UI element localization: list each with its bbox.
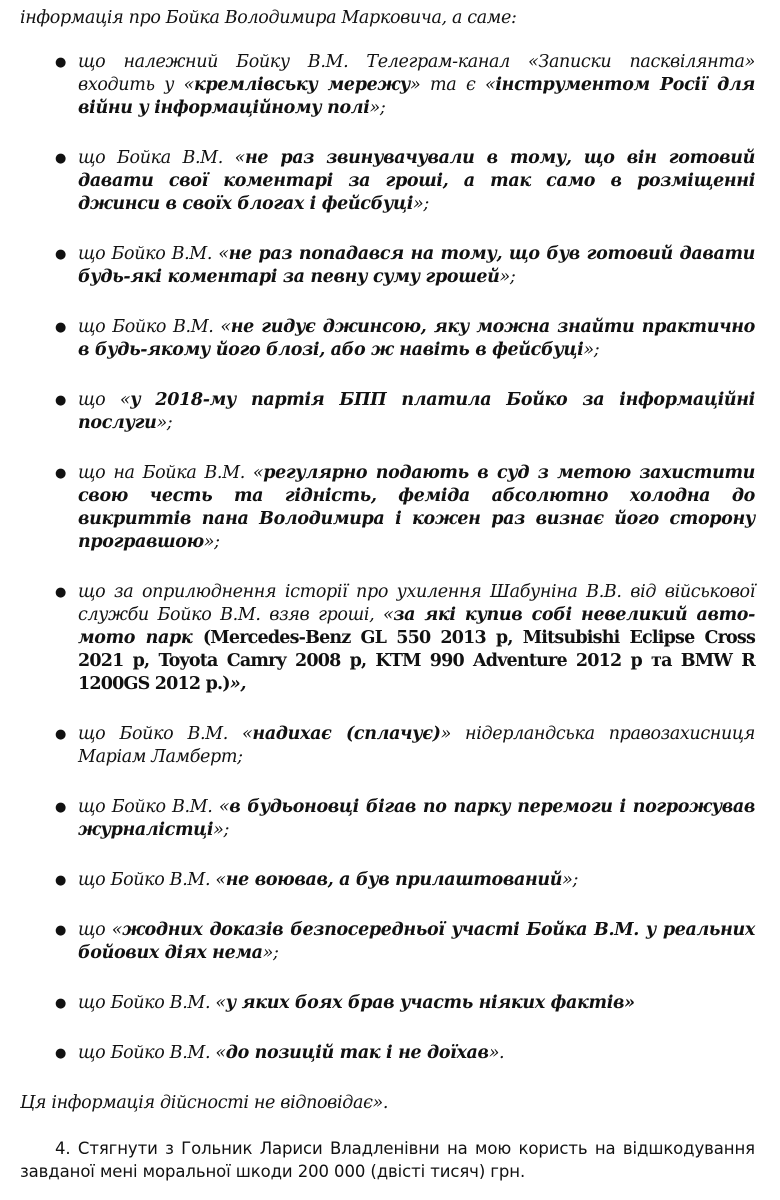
claim-item xyxy=(20,51,755,120)
claim-text: що Бойко В.М. « xyxy=(78,244,229,264)
document-page xyxy=(20,7,755,1200)
claim-quote-bold: за які купив собі невеликий авто-мото парк xyxy=(78,605,755,648)
claim-quote-bold: регулярно подають в суд з метою захистити свою честь та гідність, феміда абсолютно холодна до викриттів пана Володимира і кожен раз визнає його сторону програвшою xyxy=(78,463,755,552)
claim-item xyxy=(20,869,755,892)
claim-text: що Бойко В.М. « xyxy=(78,993,226,1013)
claim-text: що за оприлюднення історії про ухилення Шабуніна В.В. від військової служби Бойко В.М. взяв гроші, « xyxy=(78,582,755,625)
claim-text: що на Бойка В.М. « xyxy=(78,463,264,483)
bullet-icon: ● xyxy=(55,996,66,1011)
claim-quote-bold: надихає (сплачує) xyxy=(252,724,441,744)
claim-item xyxy=(20,389,755,435)
claim-text: ». xyxy=(488,1043,505,1063)
bullet-icon: ● xyxy=(55,247,66,262)
claim-quote-bold: » xyxy=(624,993,635,1013)
claim-text: »; xyxy=(369,98,386,118)
claim-quote-bold: кремлівську мережу xyxy=(194,75,411,95)
claim-quote-bold: у 2018-му партія БПП платила Бойко за інформаційні послуги xyxy=(78,390,755,433)
claim-quote-bold: в будьоновці бігав по парку перемоги і погрожував журналістці xyxy=(78,797,755,840)
claim-item xyxy=(20,1042,755,1065)
claim-text: »; xyxy=(203,532,220,552)
claim-text: що Бойко В.М. « xyxy=(78,317,231,337)
claim-quote-bold: не воював, а був прилаштований xyxy=(225,870,563,890)
claim-text: що належний Бойку В.М. Телеграм-канал «Записки пасквілянта» входить у « xyxy=(78,52,755,95)
claim-text: »; xyxy=(562,870,579,890)
claim-item xyxy=(20,723,755,769)
bullet-icon: ● xyxy=(55,320,66,335)
bullet-icon: ● xyxy=(55,585,66,600)
claim-item xyxy=(20,462,755,554)
claim-quote-bold: », xyxy=(229,674,247,694)
claim-text: що Бойко В.М. « xyxy=(78,870,226,890)
claim-item xyxy=(20,796,755,842)
bullet-icon: ● xyxy=(55,393,66,408)
claim-text: » та є « xyxy=(410,75,496,95)
claim-text: »; xyxy=(583,340,600,360)
claim-text: що Бойко В.М. « xyxy=(78,724,253,744)
claim-text: що « xyxy=(78,390,131,410)
claim-quote-bold: до позицій так і не доїхав xyxy=(225,1043,489,1063)
claim-item xyxy=(20,581,755,696)
claim-quote-bold: (Mercedes-Benz GL 550 2013 р, Mitsubishi Eclipse Cross 2021 р, Toyota Camry 2008 р, KTM 990 Adventure 2012 р та BMW R 1200GS 2012 р.) xyxy=(78,628,755,694)
bullet-icon: ● xyxy=(55,55,66,70)
claim-quote-bold: не гидує джинсою, яку можна знайти практично в будь-якому його блозі, або ж навіть в фейсбуці xyxy=(78,317,755,360)
claim-item xyxy=(20,147,755,216)
bullet-icon: ● xyxy=(55,923,66,938)
claim-text: » нідерландська правозахисниця Маріам Ламберт; xyxy=(78,724,755,767)
claim-quote-bold: не раз попадався на тому, що був готовий давати будь-які коментарі за певну суму грошей xyxy=(78,244,755,287)
claim-item xyxy=(20,316,755,362)
claim-text: »; xyxy=(213,820,230,840)
intro-line: інформація про Бойка Володимира Марковича, а саме: xyxy=(20,8,517,28)
claim-text: що Бойко В.М. « xyxy=(78,1043,226,1063)
demand-paragraph: 4. Стягнути з Гольник Лариси Владленівни на мою користь на відшкодування завданої мені моральної шкоди 200 000 (двісті тисяч) грн. xyxy=(20,1139,755,1181)
claim-quote-bold: у яких боях брав участь ніяких фактів xyxy=(225,993,625,1013)
claims-list xyxy=(20,51,755,1065)
claim-item xyxy=(20,243,755,289)
claim-text: »; xyxy=(156,413,173,433)
claim-item xyxy=(20,919,755,965)
bullet-icon: ● xyxy=(55,727,66,742)
claim-text: »; xyxy=(413,194,429,214)
bullet-icon: ● xyxy=(55,1046,66,1061)
claim-text: що « xyxy=(78,920,123,940)
claim-quote-bold: не раз звинувачували в тому, що він готовий давати свої коментарі за гроші, а так само в розміщенні джинси в своїх блогах і фейсбуці xyxy=(78,148,755,214)
bullet-icon: ● xyxy=(55,800,66,815)
claim-text: »; xyxy=(262,943,279,963)
claim-quote-bold: інструментом Росії для війни у інформаційному полі xyxy=(78,75,756,118)
claim-item xyxy=(20,992,755,1015)
bullet-icon: ● xyxy=(55,873,66,888)
claim-text: що Бойка В.М. « xyxy=(78,148,245,168)
conclusion-line: Ця інформація дійсності не відповідає». xyxy=(20,1093,389,1113)
claim-text: »; xyxy=(499,267,516,287)
claim-quote-bold: жодних доказів безпосередньої участі Бойка В.М. у реальних бойових діях нема xyxy=(78,920,755,963)
bullet-icon: ● xyxy=(55,466,66,481)
claim-text: що Бойко В.М. « xyxy=(78,797,230,817)
bullet-icon: ● xyxy=(55,151,66,166)
